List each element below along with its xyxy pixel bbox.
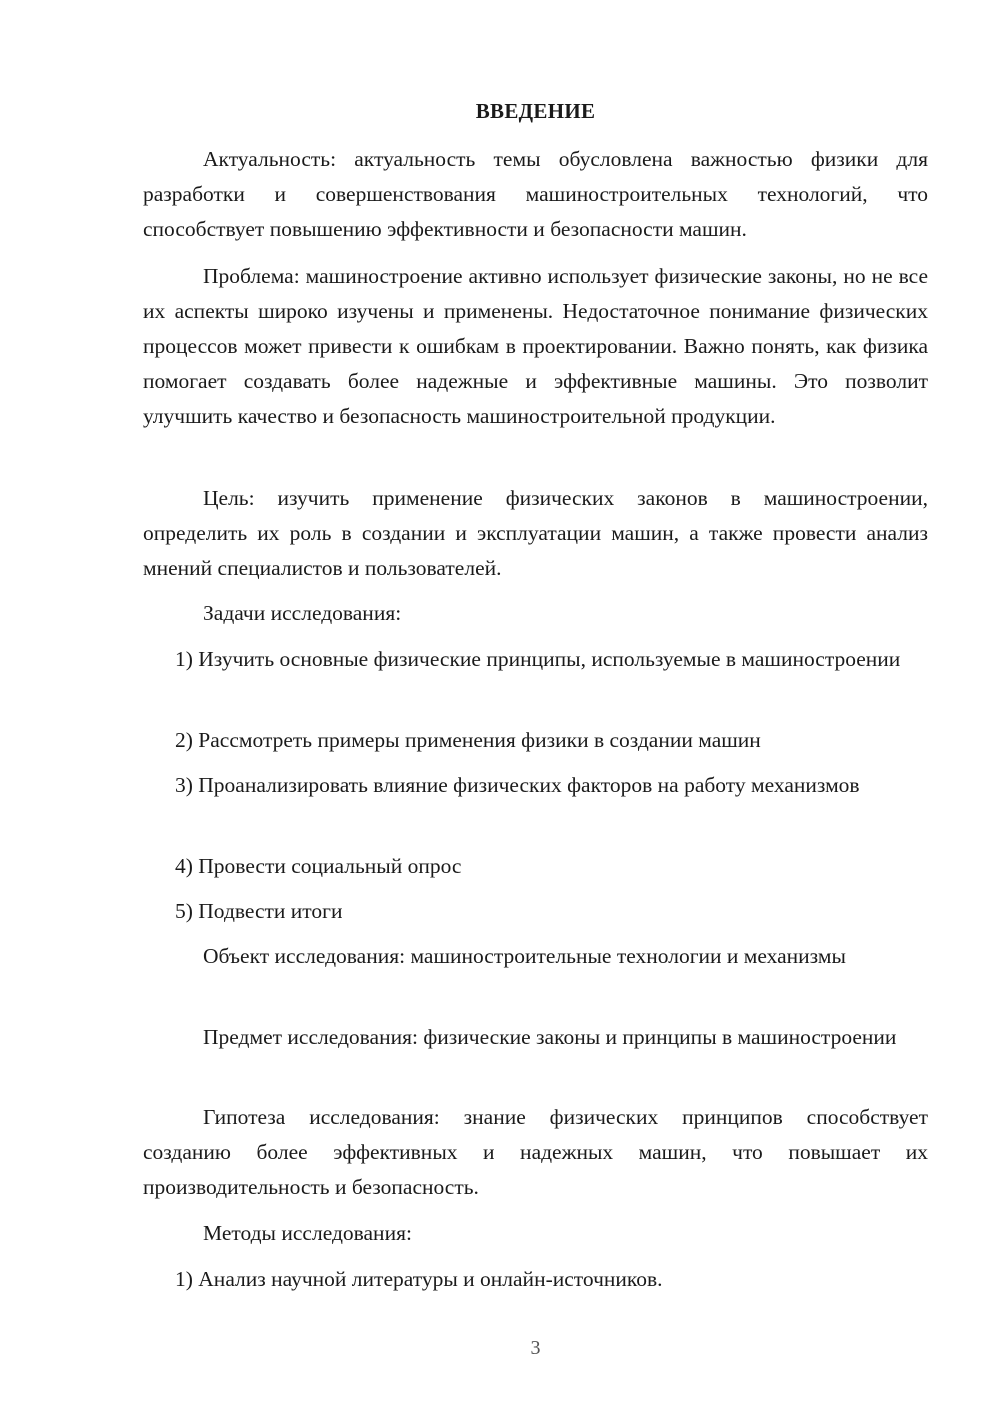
document-page (143, 0, 928, 1414)
list-item-task-2: 2) Рассмотреть примеры применения физики в создании машин (175, 728, 761, 752)
section-heading: ВВЕДЕНИЕ (475, 99, 596, 123)
paragraph-object: Объект исследования: машиностроительные технологии и механизмы (203, 944, 846, 968)
list-item-task-1: 1) Изучить основные физические принципы, используемые в машиностроении (175, 647, 901, 671)
list-item-task-5: 5) Подвести итоги (175, 899, 343, 923)
paragraph-problem: Проблема: машиностроение активно использует физические законы, но не все их аспекты широко изучены и применены. Недостаточное понимание физических процессов может привести к ошибкам в проектировании. Важно понять, как физика помогает создавать более надежные и эффективные машины. Это позволит улучшить качество и безопасность машиностроительной продукции. (143, 264, 928, 428)
page-number: 3 (530, 1337, 541, 1359)
paragraph-relevance: Актуальность: актуальность темы обусловлена важностью физики для разработки и совершенствования машиностроительных технологий, что способствует повышению эффективности и безопасности машин. (143, 147, 928, 241)
list-item-task-4: 4) Провести социальный опрос (175, 854, 462, 878)
paragraph-tasks-title: Задачи исследования: (203, 601, 402, 625)
paragraph-methods-title: Методы исследования: (203, 1221, 412, 1245)
paragraph-subject: Предмет исследования: физические законы и принципы в машиностроении (203, 1025, 897, 1049)
paragraph-goal: Цель: изучить применение физических законов в машиностроении, определить их роль в создании и эксплуатации машин, а также провести анализ мнений специалистов и пользователей. (143, 486, 928, 580)
list-item-task-3: 3) Проанализировать влияние физических факторов на работу механизмов (175, 773, 860, 797)
list-item-method-1: 1) Анализ научной литературы и онлайн-источников. (175, 1267, 663, 1291)
paragraph-hypothesis: Гипотеза исследования: знание физических принципов способствует созданию более эффективных и надежных машин, что повышает их производительность и безопасность. (143, 1105, 928, 1199)
